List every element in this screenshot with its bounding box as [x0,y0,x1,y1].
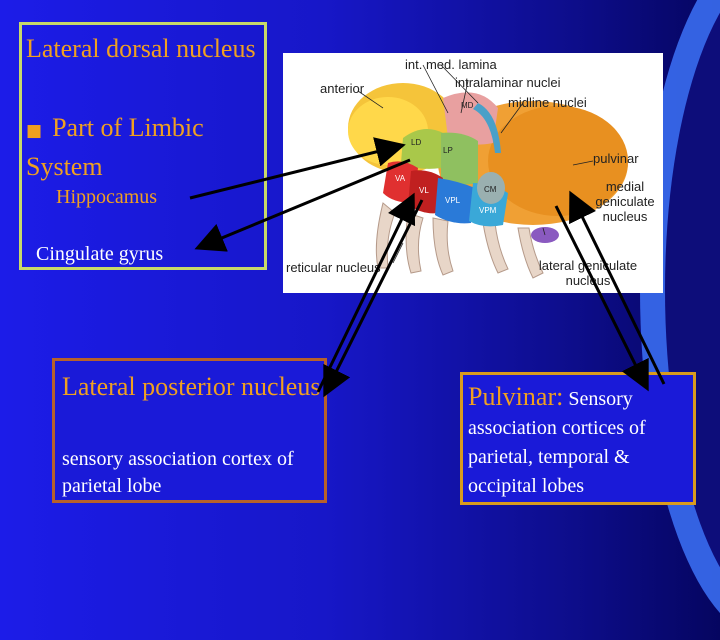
cingulate-gyrus-label: Cingulate gyrus [36,243,164,265]
lateral-geniculate-label: lateral geniculate nucleus [538,258,638,288]
medial-geniculate-label: medial geniculate nucleus [595,179,655,224]
pulvinar-body: association cortices of parietal, temporal & occipital lobes [468,417,646,497]
arrow-lp-to-thalamus [318,198,412,392]
arrow-box-to-pulvinar [572,196,664,384]
cm-label: CM [484,185,497,194]
pulvinar-title: Pulvinar: [468,382,564,411]
arrow-thalamus-to-lp [326,200,422,392]
anterior-label: anterior [320,81,365,96]
vl-label: VL [419,186,429,195]
hippocampus-label: Hippocamus [56,186,158,208]
md-label: MD [461,101,474,110]
lateral-dorsal-title: Lateral dorsal nucleus [26,34,256,63]
pulvinar-label: pulvinar [593,151,639,166]
bullet-square-icon: ■ [26,121,43,141]
reticular-nucleus-label: reticular nucleus [286,260,381,275]
lateral-posterior-body: sensory association cortex of parietal lobe [62,448,294,497]
vpl-label: VPL [445,196,461,205]
lateral-dorsal-bullet-text: Part of Limbic System [26,113,204,181]
arrow-ld-to-cingulate [200,160,410,247]
midline-nuclei-label: midline nuclei [508,95,587,110]
lateral-posterior-title: Lateral posterior nucleus [62,372,321,401]
va-label: VA [395,174,406,183]
arrow-hippocampus-to-ld [190,146,400,198]
ld-label: LD [411,138,422,147]
int-med-lamina-label: int. med. lamina [405,57,497,72]
vpm-label: VPM [479,206,497,215]
intralaminar-nuclei-label: intralaminar nuclei [455,75,561,90]
arrow-pulvinar-to-box [556,206,646,386]
lp-label: LP [443,146,453,155]
pulvinar-body-lead: Sensory [563,388,633,410]
